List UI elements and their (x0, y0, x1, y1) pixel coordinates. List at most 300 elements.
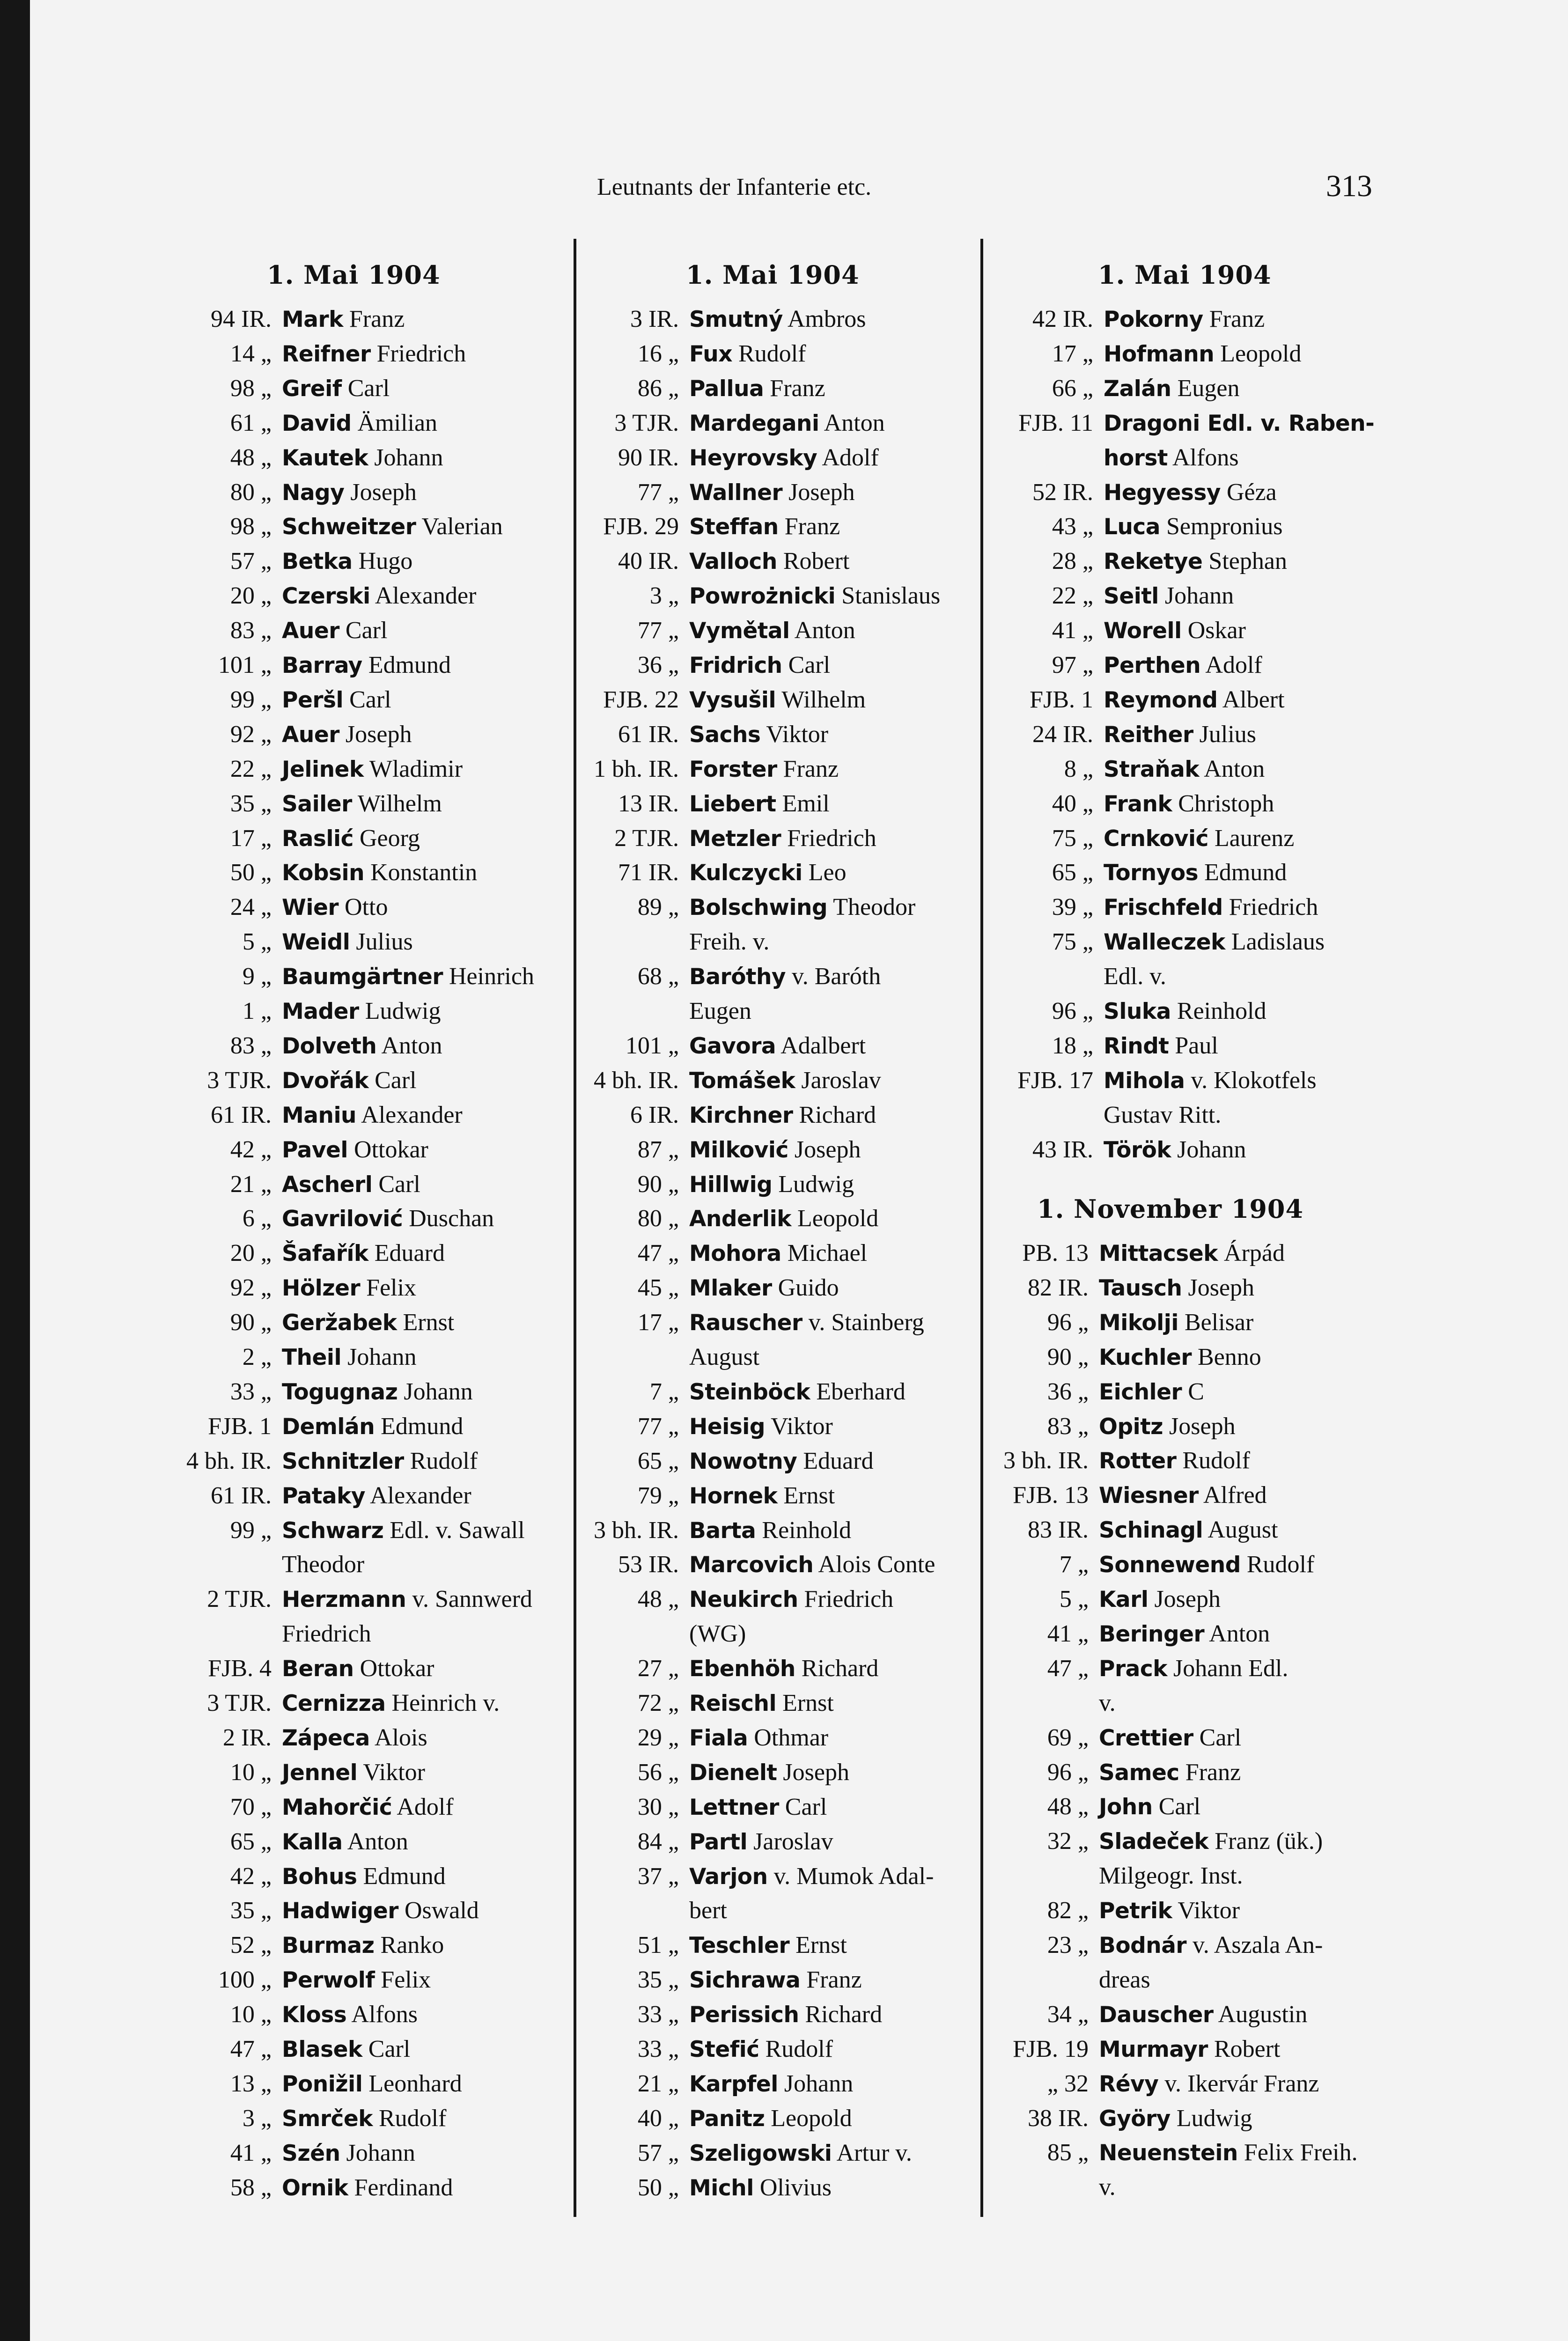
unit-reference: 48 „ (230, 444, 272, 471)
surname: Dienelt (689, 1760, 777, 1786)
given-names: Othmar (748, 1724, 829, 1751)
officer-name (1104, 613, 1246, 648)
given-names: Friedrich (781, 825, 876, 852)
list-item (925, 579, 1234, 613)
surname: Dolveth (282, 1033, 377, 1059)
surname: Dauscher (1099, 2002, 1214, 2028)
officer-name (1104, 509, 1282, 544)
given-names: Joseph (1148, 1586, 1221, 1612)
list-item (112, 1340, 416, 1375)
list-item (510, 925, 769, 959)
list-item (510, 1375, 905, 1409)
given-names: Ranko (374, 1932, 444, 1958)
surname: Gavrilović (282, 1206, 403, 1232)
unit-reference: 13 IR. (618, 790, 679, 817)
unit-reference: 79 „ (637, 1482, 679, 1509)
given-names: Carl (341, 375, 390, 402)
unit-reference: FJB. 22 (603, 686, 679, 713)
officer-name (1099, 1547, 1314, 1582)
officer-name (1099, 1236, 1285, 1271)
list-item (925, 1997, 1307, 2032)
surname: Schinagl (1099, 1517, 1203, 1543)
list-item (112, 1790, 454, 1825)
officer-name (689, 302, 866, 337)
unit-reference: 94 IR. (211, 306, 272, 332)
given-names: Alois (369, 1724, 427, 1751)
surname: Betka (282, 549, 353, 574)
unit-reference: 30 „ (637, 1794, 679, 1820)
surname: Šafařík (282, 1241, 368, 1266)
list-item (112, 2032, 410, 2067)
officer-name (689, 441, 879, 475)
officer-name (689, 1167, 854, 1202)
surname: horst (1104, 445, 1168, 471)
surname: Lettner (689, 1795, 779, 1820)
surname: Pavel (282, 1137, 348, 1163)
surname: Kulczycki (689, 860, 802, 886)
unit-reference: 52 IR. (1032, 479, 1093, 506)
officer-name (282, 1825, 408, 1859)
given-names: Edmund (1198, 859, 1287, 886)
surname: Teschler (689, 1933, 790, 1958)
unit-reference: 47 „ (230, 2036, 272, 2062)
unit-reference (925, 441, 1104, 475)
given-names: Alexander (365, 1482, 471, 1509)
officer-name (282, 959, 534, 994)
officer-name (282, 1409, 463, 1444)
officer-name (282, 1721, 427, 1755)
list-item (510, 1651, 878, 1686)
officer-name (282, 890, 388, 925)
column-1-title: 1. Mai 1904 (267, 260, 441, 290)
surname: Zalán (1104, 376, 1171, 402)
given-names: Rudolf (1240, 1551, 1315, 1578)
officer-name (689, 925, 769, 959)
unit-reference: 71 IR. (618, 859, 679, 886)
list-item (112, 683, 391, 717)
officer-name (1104, 683, 1285, 717)
given-names: Franz (777, 756, 839, 782)
officer-name (689, 371, 825, 406)
officer-name (1099, 1824, 1323, 1859)
list-item (510, 1513, 851, 1548)
list-item (925, 613, 1246, 648)
given-names: Johann Edl. (1167, 1655, 1288, 1682)
surname: Panitz (689, 2106, 765, 2132)
given-names: Franz (343, 306, 405, 332)
surname: Herzmann (282, 1587, 406, 1612)
surname: Szeligowski (689, 2141, 832, 2166)
surname: Mihola (1104, 1068, 1185, 1094)
unit-reference: 33 „ (637, 2036, 679, 2062)
officer-name (689, 1133, 861, 1167)
unit-reference: 10 „ (230, 2001, 272, 2028)
unit-reference: 1 bh. IR. (594, 756, 679, 782)
list-item (925, 1478, 1267, 1513)
surname: Révy (1099, 2071, 1159, 2097)
unit-reference: 100 „ (218, 1966, 272, 1993)
unit-reference: 69 „ (1047, 1724, 1089, 1751)
surname: Eichler (1099, 1379, 1182, 1405)
unit-reference: 57 „ (637, 2140, 679, 2166)
surname: Auer (282, 722, 339, 748)
officer-name (282, 579, 476, 613)
surname: Pataky (282, 1483, 365, 1509)
surname: Barta (689, 1518, 756, 1544)
list-item (112, 1305, 454, 1340)
given-names: Carl (339, 617, 388, 644)
unit-reference: 77 „ (637, 479, 679, 506)
unit-reference: 90 IR. (618, 444, 679, 471)
officer-name (689, 752, 839, 787)
list-item (510, 406, 885, 441)
unit-reference: 3 TJR. (207, 1690, 272, 1716)
surname: Neukirch (689, 1587, 798, 1612)
surname: John (1099, 1794, 1153, 1820)
given-names: Joseph (788, 1136, 861, 1163)
officer-name (1099, 1651, 1288, 1686)
unit-reference: 87 „ (637, 1136, 679, 1163)
unit-reference: 36 „ (637, 652, 679, 678)
unit-reference (510, 1340, 689, 1375)
given-names: Alfons (1167, 444, 1239, 471)
officer-name (689, 1790, 827, 1825)
given-names: Adolf (1200, 652, 1262, 678)
list-item (112, 1201, 494, 1236)
list-item (510, 1997, 882, 2032)
surname: Jennel (282, 1760, 358, 1786)
given-names: Stephan (1202, 548, 1287, 574)
unit-reference: 18 „ (1052, 1032, 1093, 1059)
unit-reference: 82 „ (1047, 1897, 1089, 1924)
list-item (510, 994, 751, 1029)
unit-reference: 27 „ (637, 1655, 679, 1682)
list-item (925, 2170, 1116, 2205)
unit-reference: 4 bh. IR. (594, 1067, 679, 1094)
surname: Schwarz (282, 1518, 384, 1544)
given-names: Augustin (1213, 2001, 1308, 2028)
unit-reference: 29 „ (637, 1724, 679, 1751)
officer-name (689, 613, 855, 648)
unit-reference: 98 „ (230, 375, 272, 402)
list-item (112, 475, 417, 510)
list-item (112, 1029, 442, 1063)
officer-name (689, 683, 866, 717)
unit-reference: 65 „ (1052, 859, 1093, 886)
given-names: Joseph (777, 1759, 849, 1786)
given-names: Ottokar (353, 1655, 434, 1682)
officer-name (282, 1963, 431, 1997)
officer-name (282, 648, 451, 683)
unit-reference: 32 „ (1047, 1828, 1089, 1855)
list-item (510, 959, 881, 994)
given-names: Richard (799, 2001, 883, 2028)
list-item (112, 752, 463, 787)
unit-reference: 101 „ (625, 1032, 679, 1059)
surname: Reischl (689, 1691, 777, 1716)
officer-name (1099, 1928, 1323, 1963)
unit-reference (510, 1893, 689, 1928)
officer-name (282, 1928, 444, 1963)
officer-name (689, 1721, 828, 1755)
surname: Karl (1099, 1587, 1148, 1612)
officer-name (1099, 2067, 1319, 2101)
officer-name (282, 1098, 463, 1133)
unit-reference: 8 „ (1064, 756, 1093, 782)
list-item (925, 752, 1265, 787)
surname: Mark (282, 307, 343, 332)
surname: Fux (689, 341, 733, 367)
officer-name (689, 994, 751, 1029)
unit-reference: 2 TJR. (614, 825, 679, 852)
surname: Kloss (282, 2002, 347, 2028)
unit-reference: 22 „ (230, 756, 272, 782)
unit-reference: 2 TJR. (207, 1586, 272, 1612)
surname: Hornek (689, 1483, 778, 1509)
unit-reference: 24 „ (230, 894, 272, 920)
officer-name (1104, 544, 1287, 579)
officer-name (282, 787, 442, 821)
officer-name (689, 1755, 849, 1790)
unit-reference: 21 „ (230, 1171, 272, 1198)
given-names: Duschan (403, 1205, 494, 1232)
surname: Györy (1099, 2106, 1170, 2132)
given-names: Milgeogr. Inst. (1099, 1862, 1243, 1889)
given-names: Ottokar (348, 1136, 428, 1163)
unit-reference (925, 1098, 1104, 1133)
list-item (510, 613, 855, 648)
surname: Mohora (689, 1241, 781, 1266)
officer-name (1104, 406, 1374, 441)
surname: Fridrich (689, 653, 782, 678)
unit-reference: 17 „ (1052, 340, 1093, 367)
unit-reference: 35 „ (230, 1897, 272, 1924)
surname: Perwolf (282, 1967, 375, 1993)
list-item (510, 1271, 839, 1305)
given-names: Árpád (1218, 1240, 1285, 1266)
unit-reference: 96 „ (1047, 1309, 1089, 1336)
list-item (510, 752, 839, 787)
unit-reference: 58 „ (230, 2174, 272, 2201)
given-names: Sempronius (1160, 513, 1283, 540)
unit-reference: 5 „ (242, 928, 272, 955)
surname: Maniu (282, 1103, 357, 1128)
column-3-title: 1. Mai 1904 (1098, 260, 1272, 290)
list-item (112, 509, 503, 544)
unit-reference: 3 bh. IR. (1003, 1447, 1089, 1474)
given-names: Ernst (776, 1690, 834, 1716)
surname: Pokorny (1104, 307, 1203, 332)
officer-name (689, 1098, 876, 1133)
list-item (925, 1686, 1116, 1721)
officer-name (1104, 1098, 1221, 1133)
list-item (112, 959, 534, 994)
given-names: Johann (1171, 1136, 1246, 1163)
officer-name (1099, 1478, 1267, 1513)
unit-reference: 99 „ (230, 1517, 272, 1544)
unit-reference: 50 „ (230, 859, 272, 886)
list-item (510, 1893, 727, 1928)
surname: Czerski (282, 583, 370, 609)
given-names: Julius (1193, 721, 1257, 748)
officer-name (282, 1513, 525, 1548)
list-item (112, 1997, 418, 2032)
surname: Schnitzler (282, 1449, 404, 1474)
unit-reference: 6 IR. (630, 1102, 679, 1128)
officer-name (1099, 1409, 1236, 1444)
given-names: Joseph (1163, 1413, 1236, 1440)
surname: Sachs (689, 722, 761, 748)
given-names: Eugen (1171, 375, 1240, 402)
given-names: Franz (ük.) (1208, 1828, 1323, 1855)
officer-name (1099, 1443, 1250, 1478)
surname: Frischfeld (1104, 895, 1223, 920)
officer-name (282, 2136, 415, 2171)
given-names: Artur v. (832, 2140, 912, 2166)
unit-reference: 52 „ (230, 1932, 272, 1958)
unit-reference: 41 „ (1047, 1620, 1089, 1647)
officer-name (1099, 1271, 1254, 1305)
list-item (925, 1443, 1250, 1478)
given-names: v. Mumok Adal- (767, 1863, 934, 1890)
list-item (112, 925, 413, 959)
given-names: Konstantin (364, 859, 478, 886)
given-names: Johann (340, 2140, 415, 2166)
list-item (925, 2101, 1252, 2136)
list-item (510, 1063, 881, 1098)
officer-name (689, 1271, 839, 1305)
officer-name (282, 371, 390, 406)
running-header: Leutnants der Infanterie etc. (597, 174, 872, 200)
officer-name (689, 1375, 905, 1409)
given-names: Belisar (1178, 1309, 1254, 1336)
list-item (510, 683, 866, 717)
list-item (925, 1236, 1285, 1271)
surname: Blasek (282, 2037, 362, 2062)
given-names: Franz (1203, 306, 1265, 332)
given-names: Carl (372, 1171, 420, 1198)
unit-reference: 61 IR. (211, 1102, 272, 1128)
unit-reference: 66 „ (1052, 375, 1093, 402)
officer-name (282, 752, 463, 787)
given-names: C (1182, 1378, 1204, 1405)
officer-name (689, 1547, 935, 1582)
officer-name (689, 579, 940, 613)
given-names: Eugen (689, 998, 751, 1024)
unit-reference: 75 „ (1052, 928, 1093, 955)
list-item (112, 1721, 427, 1755)
unit-reference: 90 „ (230, 1309, 272, 1336)
unit-reference: 17 „ (637, 1309, 679, 1336)
surname: Reither (1104, 722, 1193, 748)
officer-name (689, 509, 840, 544)
list-item (510, 1825, 833, 1859)
given-names: Guido (772, 1274, 839, 1301)
officer-name (282, 1305, 454, 1340)
surname: Greif (282, 376, 342, 402)
officer-name (282, 1790, 454, 1825)
list-item (925, 475, 1277, 510)
list-item (510, 890, 915, 925)
unit-reference: 9 „ (242, 963, 272, 990)
given-names: Theodor (827, 894, 916, 920)
unit-reference: 61 IR. (211, 1482, 272, 1509)
unit-reference: 7 „ (649, 1378, 679, 1405)
surname: Bodnár (1099, 1933, 1187, 1958)
officer-name (1099, 1997, 1307, 2032)
officer-name (1104, 752, 1265, 787)
officer-name (689, 1340, 759, 1375)
officer-name (282, 855, 477, 890)
given-names: Felix (360, 1274, 417, 1301)
unit-reference: 33 „ (637, 2001, 679, 2028)
officer-name (689, 1928, 847, 1963)
given-names: Wilhelm (352, 790, 442, 817)
given-names: Rudolf (404, 1448, 478, 1474)
unit-reference: 35 „ (637, 1966, 679, 1993)
list-item (510, 1167, 854, 1202)
list-item (112, 1236, 445, 1271)
surname: Kobsin (282, 860, 365, 886)
given-names: Adalbert (776, 1032, 866, 1059)
unit-reference: 28 „ (1052, 548, 1093, 574)
unit-reference: 24 IR. (1032, 721, 1093, 748)
officer-name (689, 1305, 924, 1340)
list-item (112, 544, 412, 579)
surname: Nagy (282, 480, 345, 506)
officer-name (689, 1063, 881, 1098)
unit-reference: 14 „ (230, 340, 272, 367)
given-names: Adolf (817, 444, 879, 471)
officer-name (282, 337, 466, 371)
given-names: Leonhard (362, 2070, 462, 2097)
unit-reference: 35 „ (230, 790, 272, 817)
given-names: Jaroslav (795, 1067, 881, 1094)
surname: Opitz (1099, 1414, 1163, 1440)
unit-reference: 83 „ (230, 617, 272, 644)
given-names: Reinhold (756, 1517, 852, 1544)
given-names: Anton (376, 1032, 442, 1059)
given-names: Joseph (782, 479, 855, 506)
unit-reference: 43 „ (1052, 513, 1093, 540)
list-item (510, 371, 825, 406)
surname: Vysušil (689, 687, 776, 713)
list-item (925, 890, 1318, 925)
list-item (510, 302, 866, 337)
officer-name (1099, 2101, 1252, 2136)
given-names: Ernst (789, 1932, 847, 1958)
officer-name (282, 1755, 425, 1790)
given-names: Johann (398, 1378, 473, 1405)
unit-reference: 83 „ (1047, 1413, 1089, 1440)
surname: Tornyos (1104, 860, 1199, 886)
unit-reference: FJB. 1 (208, 1413, 272, 1440)
unit-reference: 75 „ (1052, 825, 1093, 852)
officer-name (1104, 821, 1294, 856)
officer-name (282, 2032, 410, 2067)
surname: Forster (689, 757, 777, 782)
surname: Weidl (282, 929, 350, 955)
officer-name (689, 1893, 727, 1928)
officer-name (1104, 787, 1274, 821)
unit-reference: 3 „ (649, 582, 679, 609)
given-names: Franz (1179, 1759, 1241, 1786)
surname: Kirchner (689, 1103, 793, 1128)
unit-reference (112, 1617, 282, 1651)
list-item (510, 717, 828, 752)
officer-name (1099, 1340, 1261, 1375)
surname: Geržabek (282, 1310, 397, 1336)
